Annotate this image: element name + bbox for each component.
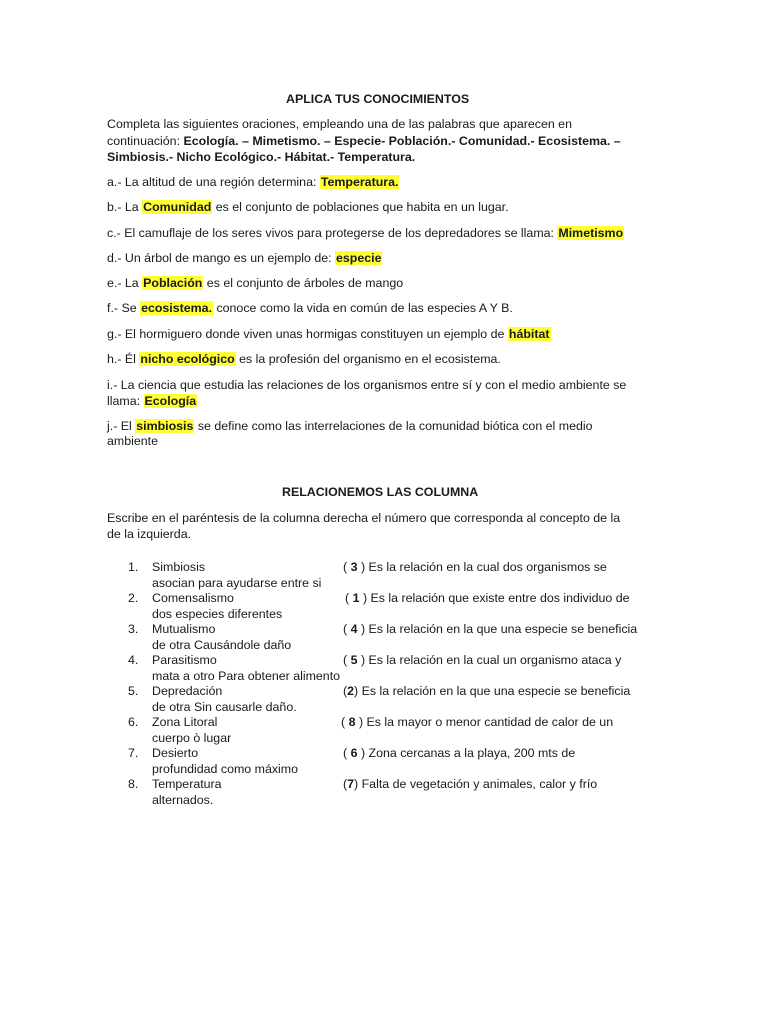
- match-row-answer: 7: [347, 777, 355, 791]
- match-row-description: [343, 683, 630, 699]
- match-row-term: Parasitismo: [152, 653, 217, 667]
- section1-intro-line1: Completa las siguientes oraciones, empleando una de las palabras que aparecen en: [107, 117, 572, 131]
- item-d: [107, 250, 382, 266]
- item-d-answer: especie: [336, 251, 382, 265]
- item-i-line1: i.- La ciencia que estudia las relaciones de los organismos entre sí y con el medio ambiente se: [107, 378, 627, 392]
- section2-title: RELACIONEMOS LAS COLUMNA: [282, 485, 479, 499]
- match-row-number: 2.: [128, 591, 139, 605]
- section1-intro-line3: [107, 149, 415, 165]
- open-paren: (: [343, 684, 348, 698]
- match-row-description: [341, 714, 613, 730]
- item-a: [107, 174, 399, 190]
- match-row-continuation: de otra Causándole daño: [152, 638, 292, 652]
- section2-intro-line1: Escribe en el paréntesis de la columna derecha el número que corresponda al concepto de la: [107, 511, 621, 525]
- match-row-answer: 4: [350, 622, 358, 636]
- section1-title: APLICA TUS CONOCIMIENTOS: [286, 92, 470, 106]
- item-h: [107, 351, 501, 367]
- match-row-continuation: de otra Sin causarle daño.: [152, 700, 297, 714]
- match-row-description-text: ) Es la relación en la que una especie se beneficia: [357, 622, 638, 636]
- match-row-answer: 3: [350, 560, 358, 574]
- item-i-line2: [107, 393, 197, 409]
- match-row-description-text: ) Es la relación en la que una especie se beneficia: [354, 684, 631, 698]
- item-c-text: c.- El camuflaje de los seres vivos para protegerse de los depredadores se llama:: [107, 226, 558, 240]
- match-row-description-text: ) Zona cercanas a la playa, 200 mts de: [357, 746, 576, 760]
- match-row-answer: 1: [352, 591, 360, 605]
- item-a-answer: Temperatura.: [320, 175, 399, 189]
- match-row-term: Simbiosis: [152, 560, 206, 574]
- match-row-description-text: ) Es la relación que existe entre dos individuo de: [359, 591, 630, 605]
- item-i-text: llama:: [107, 394, 144, 408]
- open-paren: (: [345, 591, 350, 605]
- match-row-description-text: ) Es la mayor o menor cantidad de calor de un: [355, 715, 614, 729]
- item-b: [107, 199, 509, 215]
- item-c: [107, 225, 624, 241]
- item-b-text: b.- La: [107, 200, 143, 214]
- match-row-description: [343, 621, 637, 637]
- match-row-description: [343, 652, 621, 668]
- match-row-term: Zona Litoral: [152, 715, 218, 729]
- match-row-number: 3.: [128, 622, 139, 636]
- item-b-post: es el conjunto de poblaciones que habita en un lugar.: [212, 200, 509, 214]
- match-row-continuation: alternados.: [152, 793, 214, 807]
- intro-word-list: Ecología. – Mimetismo. – Especie- Población.- Comunidad.- Ecosistema. –: [183, 134, 621, 148]
- match-row-continuation: profundidad como máximo: [152, 762, 299, 776]
- item-f: [107, 300, 513, 316]
- match-row-term: Comensalismo: [152, 591, 234, 605]
- item-h-text: h.- Él: [107, 352, 140, 366]
- open-paren: (: [343, 746, 348, 760]
- section1-intro-line2: [107, 133, 621, 149]
- open-paren: (: [343, 777, 348, 791]
- match-row-answer: 2: [347, 684, 355, 698]
- match-row-number: 4.: [128, 653, 139, 667]
- match-row-description: [343, 776, 597, 792]
- item-j-answer: simbiosis: [136, 419, 194, 433]
- item-j-post: se define como las interrelaciones de la comunidad biótica con el medio: [194, 419, 593, 433]
- match-row-description: [343, 745, 575, 761]
- item-b-answer: Comunidad: [143, 200, 212, 214]
- item-e-post: es el conjunto de árboles de mango: [203, 276, 404, 290]
- match-row-term: Depredación: [152, 684, 223, 698]
- open-paren: (: [343, 653, 348, 667]
- match-row-term: Mutualismo: [152, 622, 216, 636]
- item-j-text: j.- El: [107, 419, 136, 433]
- match-row-continuation: dos especies diferentes: [152, 607, 283, 621]
- match-row-description-text: ) Falta de vegetación y animales, calor y frío: [354, 777, 598, 791]
- open-paren: (: [341, 715, 346, 729]
- intro-word-list-cont: Simbiosis.- Nicho Ecológico.- Hábitat.- Temperatura.: [107, 150, 416, 164]
- section2-intro-line2: de la izquierda.: [107, 527, 192, 541]
- match-row-description: [343, 559, 607, 575]
- match-row-description-text: ) Es la relación en la cual dos organismos se: [357, 560, 607, 574]
- match-row-term: Desierto: [152, 746, 199, 760]
- item-f-answer: ecosistema.: [141, 301, 213, 315]
- item-e-answer: Población: [143, 276, 203, 290]
- item-h-post: es la profesión del organismo en el ecosistema.: [235, 352, 501, 366]
- intro-plain: continuación:: [107, 134, 184, 148]
- match-row-answer: 8: [348, 715, 356, 729]
- open-paren: (: [343, 622, 348, 636]
- item-a-text: a.- La altitud de una región determina:: [107, 175, 320, 189]
- item-f-post: conoce como la vida en común de las especies A Y B.: [213, 301, 513, 315]
- item-f-text: f.- Se: [107, 301, 141, 315]
- match-row-number: 8.: [128, 777, 139, 791]
- match-row-continuation: asocian para ayudarse entre si: [152, 576, 322, 590]
- match-row-continuation: cuerpo ò lugar: [152, 731, 232, 745]
- item-j-line2: ambiente: [107, 434, 158, 448]
- item-i-answer: Ecología: [144, 394, 197, 408]
- match-row-number: 6.: [128, 715, 139, 729]
- match-row-number: 5.: [128, 684, 139, 698]
- item-e: [107, 275, 403, 291]
- item-g-text: g.- El hormiguero donde viven unas hormigas constituyen un ejemplo de: [107, 327, 508, 341]
- match-row-answer: 6: [350, 746, 358, 760]
- match-row-number: 1.: [128, 560, 139, 574]
- match-row-number: 7.: [128, 746, 139, 760]
- item-g: [107, 326, 551, 342]
- match-row-continuation: mata a otro Para obtener alimento: [152, 669, 341, 683]
- item-d-text: d.- Un árbol de mango es un ejemplo de:: [107, 251, 335, 265]
- match-row-description: [345, 590, 630, 606]
- match-row-term: Temperatura: [152, 777, 222, 791]
- item-e-text: e.- La: [107, 276, 143, 290]
- match-row-description-text: ) Es la relación en la cual un organismo ataca y: [357, 653, 622, 667]
- open-paren: (: [343, 560, 348, 574]
- item-j-line1: [107, 418, 593, 434]
- item-c-answer: Mimetismo: [558, 226, 624, 240]
- item-g-answer: hábitat: [508, 327, 550, 341]
- match-row-answer: 5: [350, 653, 358, 667]
- item-h-answer: nicho ecológico: [140, 352, 235, 366]
